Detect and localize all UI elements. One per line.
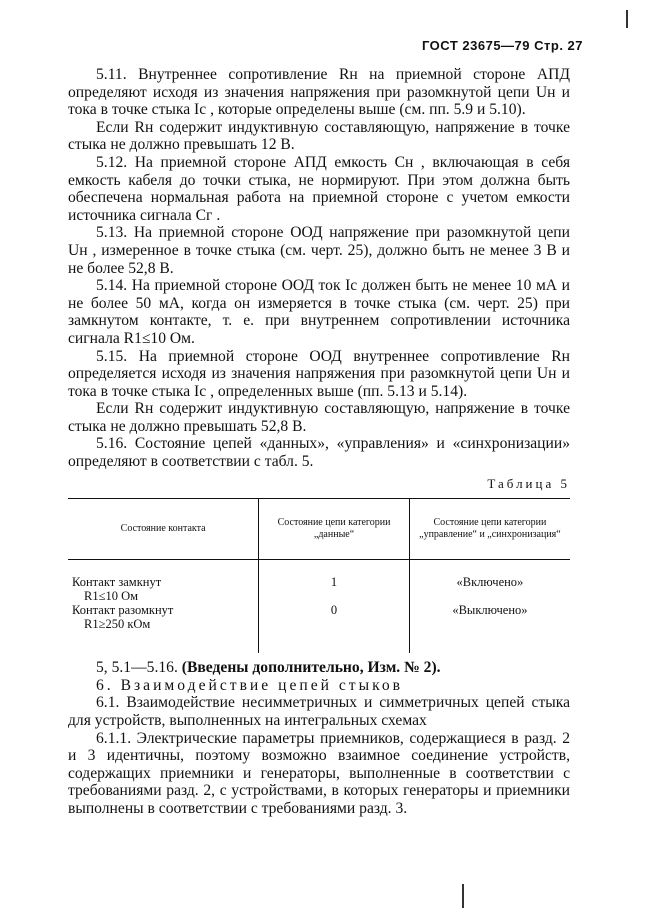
- paragraph-5-15-note: Если Rн содержит индуктивную составляющую, напряжение в точке стыка не должно превышать 52,8 В.: [68, 400, 570, 435]
- table-cell-data: 0: [259, 603, 410, 653]
- resistance-label: R1≤10 Ом: [84, 589, 139, 604]
- amendment-bold: (Введены дополнительно, Изм. № 2).: [181, 659, 441, 677]
- amendment-prefix: 5, 5.1—5.16.: [96, 659, 178, 677]
- paragraph-5-13: 5.13. На приемной стороне ООД напряжение при разомкнутой цепи Uн , измеренное в точке стыка (см. черт. 25), должно быть не менее 3 В и не более 52,8 В.: [68, 224, 570, 277]
- contact-label: Контакт замкнут: [72, 575, 162, 590]
- paragraph-5-11: 5.11. Внутреннее сопротивление Rн на приемной стороне АПД определяют исходя из значения напряжения при разомкнутой цепи Uн и тока в точке стыка Iс , которые определены выше (см. пп. 5.9 и 5.10).: [68, 66, 570, 119]
- table-cell-control: «Включено»: [409, 560, 570, 604]
- table-cell-contact: [68, 603, 259, 653]
- table-cell-contact: [68, 560, 259, 604]
- section-6-title: 6. Взаимодействие цепей стыков: [96, 676, 404, 694]
- contact-label: Контакт разомкнут: [72, 603, 174, 618]
- paragraph-5-11-note: Если Rн содержит индуктивную составляющую, напряжение в точке стыка не должно превышать 12 В.: [68, 118, 570, 154]
- header-data-circuit: Состояние цепи категории „данные“: [259, 499, 410, 560]
- paragraph-6-1: 6.1. Взаимодействие несимметричных и симметричных цепей стыка для устройств, выполненных на интегральных схемах: [68, 694, 570, 730]
- paragraph-6-1-1: 6.1.1. Электрические параметры приемников, содержащиеся в разд. 2 и 3 идентичны, поэтому возможно взаимное соединение устройств, содержащих приемники и генераторы, выполненные в соответствии с требованиями разд. 2, с устройствами, в которых генераторы и приемники выполнены в соответствии с требованиями разд. 3.: [68, 729, 570, 817]
- running-header: ГОСТ 23675—79 Стр. 27: [421, 38, 583, 53]
- amendment-note: [68, 659, 570, 677]
- header-contact-state: Состояние контакта: [68, 499, 259, 560]
- table-cell-control: «Выключено»: [409, 603, 570, 653]
- scan-mark: [462, 884, 464, 908]
- table-row: [68, 603, 570, 653]
- resistance-label: R1≥250 кОм: [84, 617, 151, 632]
- table-header-row: [68, 499, 570, 560]
- paragraph-5-15: 5.15. На приемной стороне ООД внутреннее сопротивление Rн определяется исходя из значения напряжения при разомкнутой цепи Uн и тока в точке стыка Iс , определенных выше (пп. 5.13 и 5.14).: [68, 347, 570, 400]
- table-cell-data: 1: [259, 560, 410, 604]
- table-caption: Таблица 5: [487, 475, 570, 491]
- body-text: [68, 66, 570, 818]
- header-control-circuit: Состояние цепи категории „управление“ и „синхронизация“: [409, 499, 570, 560]
- table-5: [68, 498, 570, 653]
- table-row: [68, 560, 570, 604]
- paragraph-5-16: 5.16. Состояние цепей «данных», «управления» и «синхронизации» определяют в соответствии с табл. 5.: [68, 435, 570, 471]
- scan-mark: [626, 10, 628, 28]
- paragraph-5-12: 5.12. На приемной стороне АПД емкость Cн , включающая в себя емкость кабеля до точки стыка, не нормируют. При этом должна быть обеспечена нормальная работа на приемной стороне с учетом емкости источника сигнала Cг .: [68, 153, 570, 224]
- paragraph-5-14: 5.14. На приемной стороне ООД ток Iс должен быть не менее 10 мА и не более 50 мА, когда он измеряется в точке стыка (см. черт. 25) при замкнутом контакте, т. е. при внутреннем сопротивлении источника сигнала R1≤10 Ом.: [68, 277, 570, 347]
